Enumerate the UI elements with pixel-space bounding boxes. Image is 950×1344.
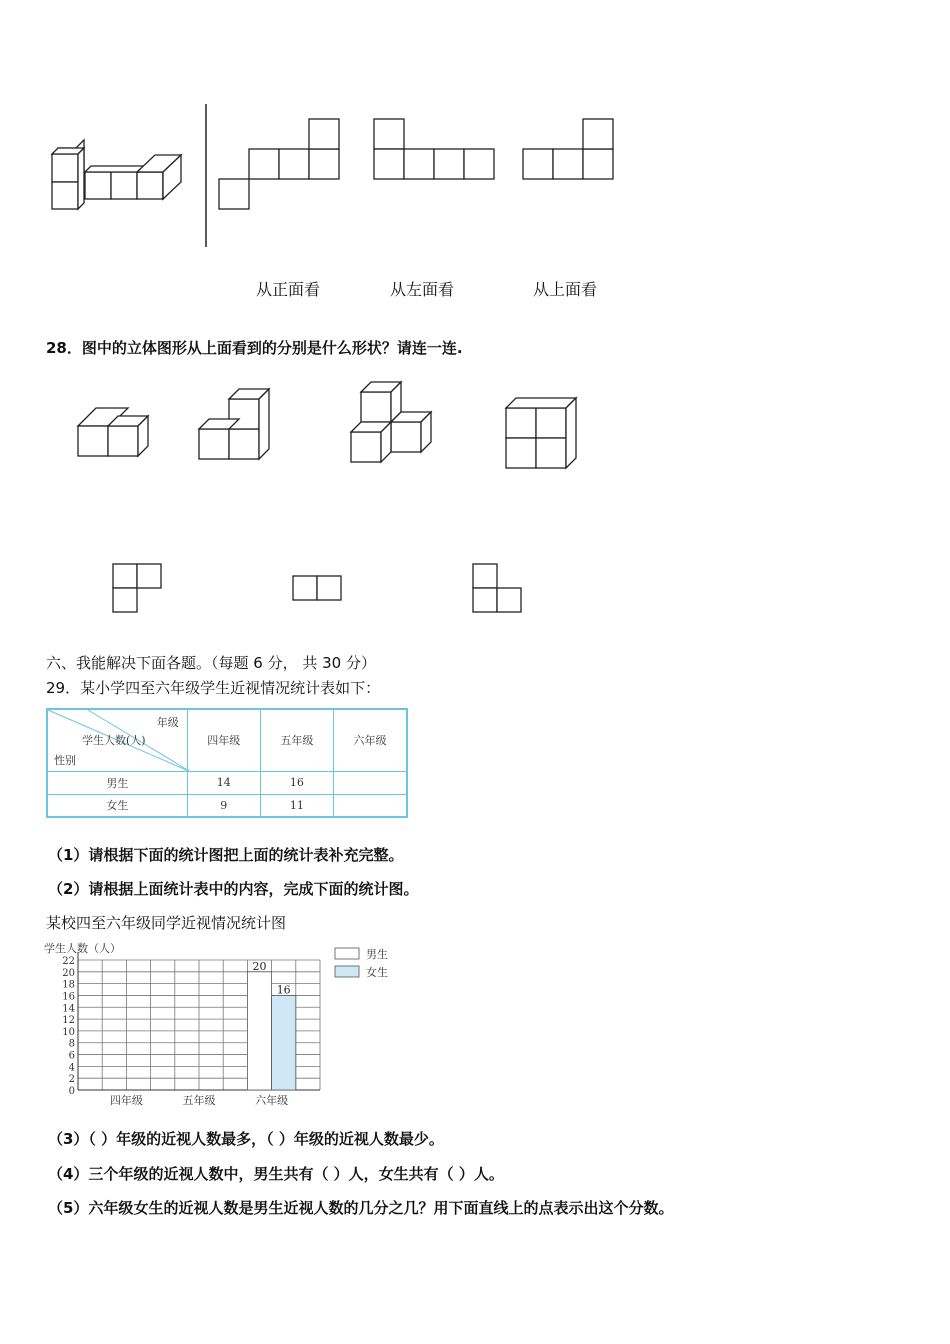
data-label: 20: [252, 959, 267, 973]
sub-question-2: （2）请根据上面统计表中的内容，完成下面的统计图。: [48, 880, 419, 898]
header-count: 学生人数(人): [82, 734, 146, 747]
table-cell: 9: [187, 794, 260, 817]
y-tick-label: 10: [62, 1026, 75, 1038]
legend-swatch: [335, 948, 359, 959]
col-header: 四年级: [187, 709, 260, 771]
row-label: 女生: [47, 794, 187, 817]
table-cell: 11: [260, 794, 333, 817]
sub-question-4: （4）三个年级的近视人数中，男生共有（ ）人，女生共有（ ）人。: [48, 1165, 504, 1183]
section-6-heading: 六、我能解决下面各题。（每题 6 分， 共 30 分）: [46, 654, 376, 672]
chart-title: 某校四至六年级同学近视情况统计图: [46, 914, 287, 932]
bar-男生: [247, 972, 271, 1090]
bar-chart: [40, 938, 400, 1108]
table-cell-blank[interactable]: [333, 794, 407, 817]
left-view-shape: [374, 119, 494, 179]
x-tick-label: 五年级: [182, 1094, 216, 1107]
top-view-options: [113, 564, 521, 612]
top-view-shape: [523, 119, 613, 179]
solid-figures: [0, 370, 950, 630]
table-cell: 16: [260, 771, 333, 794]
sub-question-3: （3）（ ）年级的近视人数最多，（ ）年级的近视人数最少。: [48, 1130, 444, 1148]
stats-table: [46, 708, 408, 818]
row-label: 男生: [47, 771, 187, 794]
y-tick-label: 4: [68, 1062, 75, 1074]
sub-question-1: （1）请根据下面的统计图把上面的统计表补充完整。: [48, 846, 404, 864]
question-28: 28．图中的立体图形从上面看到的分别是什么形状？请连一连.: [46, 339, 463, 357]
cube-stack-figure: [0, 0, 950, 260]
table-row: [47, 771, 407, 794]
y-tick-label: 12: [62, 1015, 75, 1027]
y-tick-label: 6: [68, 1050, 75, 1062]
left-view-label: 从左面看: [390, 280, 455, 299]
col-header: 六年级: [333, 709, 407, 771]
y-tick-label: 8: [68, 1038, 75, 1050]
front-view-shape: [219, 119, 339, 209]
table-cell-blank[interactable]: [333, 771, 407, 794]
y-tick-label: 2: [68, 1074, 75, 1086]
y-tick-label: 0: [68, 1086, 75, 1097]
table-diagonal-header: [47, 709, 187, 771]
bar-女生: [272, 995, 296, 1090]
legend-swatch: [335, 966, 359, 977]
header-gender: 性别: [54, 754, 76, 767]
y-tick-label: 20: [62, 967, 75, 979]
chart-ylabel: 学生人数（人）: [44, 942, 121, 955]
y-tick-label: 14: [62, 1003, 75, 1015]
data-label: 16: [276, 983, 291, 997]
top-view-label: 从上面看: [533, 280, 598, 299]
question-29-title: 29．某小学四至六年级学生近视情况统计表如下：: [46, 679, 381, 697]
x-tick-label: 四年级: [109, 1094, 143, 1107]
front-view-label: 从正面看: [256, 280, 321, 299]
header-grade: 年级: [156, 716, 179, 729]
legend-label: 女生: [366, 966, 388, 979]
y-tick-label: 22: [62, 956, 75, 967]
col-header: 五年级: [260, 709, 333, 771]
table-row: [47, 794, 407, 817]
x-tick-label: 六年级: [255, 1094, 289, 1107]
y-tick-label: 16: [62, 991, 75, 1003]
table-cell: 14: [187, 771, 260, 794]
legend-label: 男生: [366, 948, 388, 961]
y-tick-label: 18: [62, 979, 75, 991]
sub-question-5: （5）六年级女生的近视人数是男生近视人数的几分之几？用下面直线上的点表示出这个分数。: [48, 1199, 674, 1217]
